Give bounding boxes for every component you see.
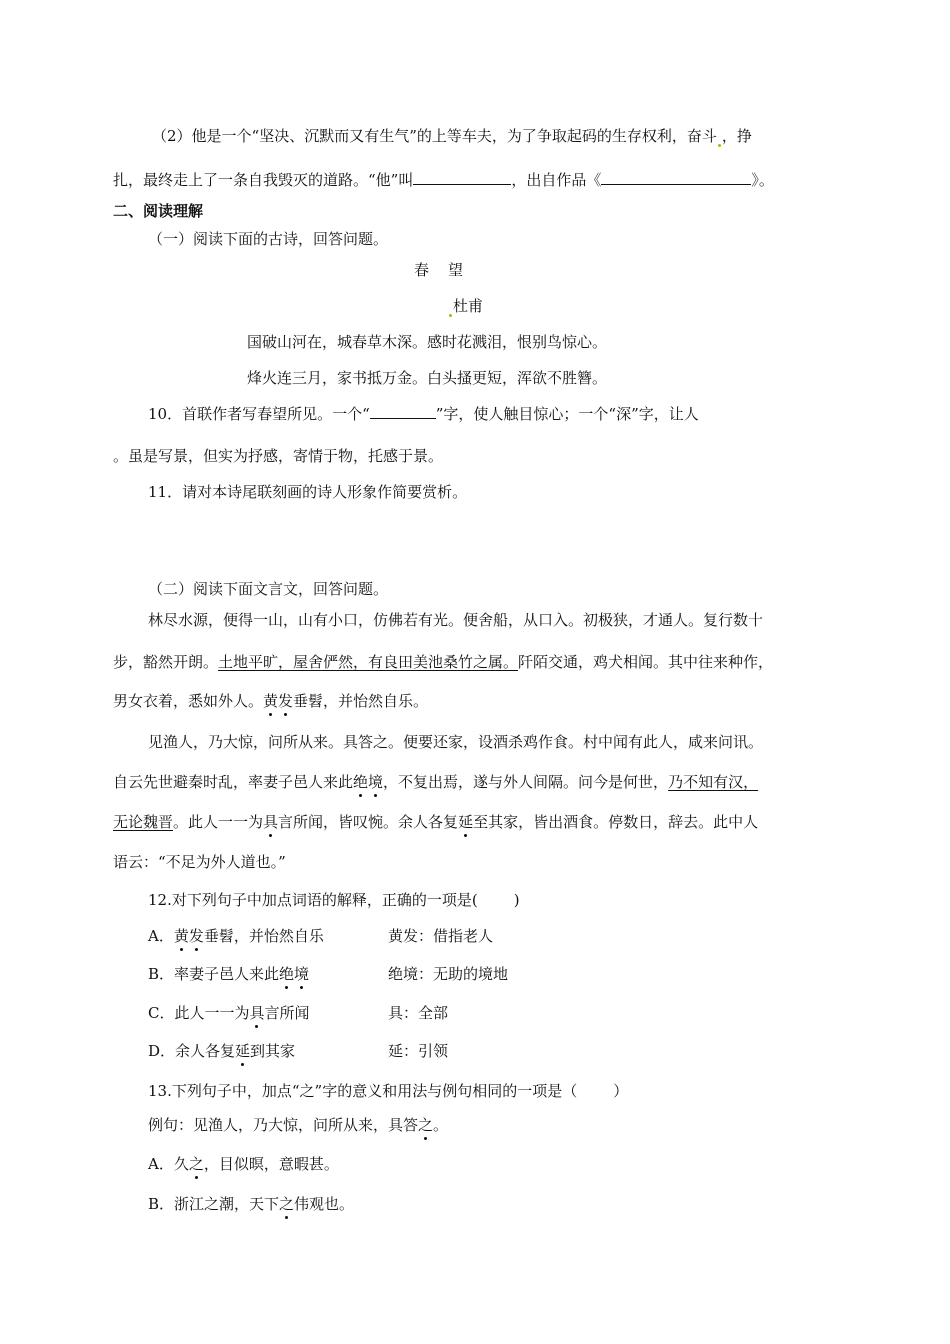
q12-option-a-gloss: 黄发：借指老人 [388, 927, 494, 945]
q12-option-d[interactable]: D．余人各复延到其家 [148, 1042, 296, 1060]
dotted-char: 具 [263, 813, 279, 831]
passage-p1-line1: 林尽水源，便得一山，山有小口，仿佛若有光。便舍船，从口入。初极狭，才通人。复行数十 [148, 611, 764, 629]
passage-p1-line2: 步，豁然开朗。土地平旷，屋舍俨然，有良田美池桑竹之属。阡陌交通，鸡犬相闻。其中往来种作， [113, 653, 774, 671]
dotted-char: 延 [458, 813, 474, 831]
q9-2-line2: 扎，最终走上了一条自我毁灭的道路。“他”叫 ，出自作品《 》。 [113, 171, 774, 189]
dotted-char: 之 [188, 1155, 204, 1173]
poem-author-line [448, 296, 483, 317]
q12-option-b[interactable]: B．率妻子邑人来此绝境 [148, 965, 310, 983]
answer-blank-q10[interactable] [370, 404, 436, 419]
underlined-sentence-2a: 乃不知有汉， [668, 773, 759, 791]
dotted-char: 绝 [279, 965, 295, 983]
dotted-char: 绝 [353, 773, 369, 791]
q11-question: 11．请对本诗尾联刻画的诗人形象作简要赏析。 [148, 483, 468, 501]
q10-line2: 。虽是写景，但实为抒感，寄情于物，托感于景。 [113, 447, 444, 465]
underlined-sentence-2b: 无论魏晋 [113, 813, 174, 831]
q13-stem: 13.下列句子中，加点“之”字的意义和用法与例句相同的一项是（ ） [148, 1082, 629, 1100]
q12-stem: 12.对下列句子中加点词语的解释，正确的一项是( ) [148, 891, 520, 909]
q13-option-b[interactable]: B．浙江之潮，天下之伟观也。 [148, 1195, 355, 1213]
q13-example: 例句：见渔人，乃大惊，问所从来，具答之。 [148, 1116, 449, 1134]
q9-2-line1 [152, 126, 752, 147]
passage-p2-line4: 语云：“不足为外人道也。” [113, 853, 286, 871]
poem-author: 杜甫 [453, 297, 484, 315]
q12-option-d-gloss: 延：引领 [388, 1042, 449, 1060]
poem-line-1: 国破山河在，城春草木深。感时花溅泪，恨别鸟惊心。 [247, 333, 608, 351]
stray-mark-icon [449, 314, 452, 317]
passage-p2-line3: 无论魏晋。此人一一为具言所闻，皆叹惋。余人各复延至其家，皆出酒食。停数日，辞去。此中人 [113, 813, 759, 831]
dotted-char: 之 [418, 1116, 434, 1134]
dotted-char: 境 [368, 773, 384, 791]
dotted-char: 境 [294, 965, 310, 983]
passage-p2-line2: 自云先世避秦时乱，率妻子邑人来此绝境，不复出焉，遂与外人间隔。问今是何世，乃不知有汉， [113, 773, 759, 791]
dotted-char: 发 [188, 927, 204, 945]
q9-2-text: （2）他是一个“坚决、沉默而又有生气”的上等车夫，为了争取起码的生存权利，奋斗 [152, 127, 717, 145]
q12-option-a[interactable]: A．黄发垂髫，并怡然自乐 [148, 927, 324, 945]
dotted-char: 之 [279, 1195, 295, 1213]
q12-option-c-gloss: 具：全部 [388, 1004, 449, 1022]
poem-title: 春 望 [414, 261, 466, 279]
passage-p2-line1: 见渔人，乃大惊，问所从来。具答之。便要还家，设酒杀鸡作食。村中闻有此人，咸来问讯。 [148, 733, 764, 751]
q9-2-text-tail: ，挣 [721, 127, 752, 145]
answer-blank-name[interactable] [413, 170, 511, 185]
dotted-char: 延 [235, 1042, 251, 1060]
dotted-char: 黄 [263, 692, 279, 710]
poem-line-2: 烽火连三月，家书抵万金。白头搔更短，浑欲不胜簪。 [247, 369, 608, 387]
q12-option-c[interactable]: C．此人一一为具言所闻 [148, 1004, 310, 1022]
q13-option-a[interactable]: A．久之，目似暝，意暇甚。 [148, 1155, 339, 1173]
dotted-char: 黄 [173, 927, 189, 945]
underlined-sentence-1: 土地平旷，屋舍俨然，有良田美池桑竹之属。 [218, 653, 519, 671]
dotted-char: 具 [249, 1004, 265, 1022]
q10-line1: 10．首联作者写春望所见。一个“ ”字，使人触目惊心；一个“深”字，让人 [148, 405, 699, 423]
passage-p1-line3: 男女衣着，悉如外人。黄发垂髫，并怡然自乐。 [113, 692, 429, 710]
section-title: 二、阅读理解 [113, 202, 204, 220]
stray-mark-icon [718, 144, 721, 147]
part2-instruction: （二）阅读下面文言文，回答问题。 [148, 580, 389, 598]
answer-blank-work[interactable] [601, 170, 751, 185]
dotted-char: 发 [278, 692, 294, 710]
part1-instruction: （一）阅读下面的古诗，回答问题。 [148, 230, 389, 248]
q12-option-b-gloss: 绝境：无助的境地 [388, 965, 509, 983]
